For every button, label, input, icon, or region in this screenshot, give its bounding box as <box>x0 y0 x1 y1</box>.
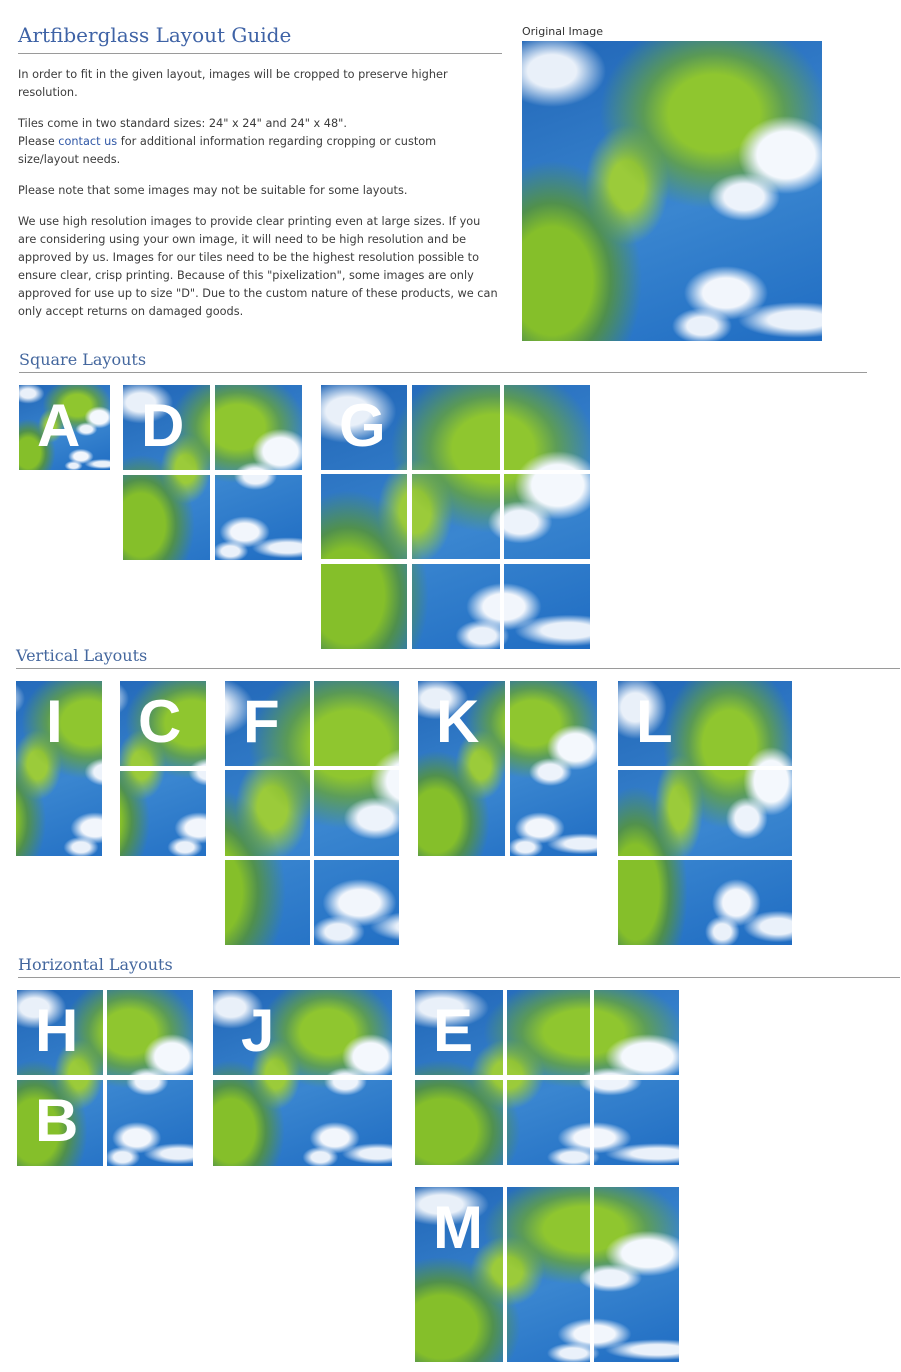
square-layouts-heading: Square Layouts <box>19 350 867 373</box>
layout-b-tile <box>107 1080 193 1166</box>
vertical-layouts-heading: Vertical Layouts <box>16 646 900 669</box>
intro-info-text: for additional information regarding cropping or custom size/layout needs. <box>18 135 437 166</box>
layout-k-label: K <box>436 688 480 755</box>
layout-j-label: J <box>241 997 275 1064</box>
layout-f-tile <box>314 770 399 856</box>
layout-d-tile <box>123 475 210 560</box>
layout-b-tile <box>17 1080 103 1166</box>
layout-l-tile <box>618 681 792 766</box>
layout-c-tile <box>120 771 206 856</box>
layout-d-tile <box>215 385 302 470</box>
layout-e-tile <box>507 990 590 1075</box>
layout-k-tile <box>418 681 505 856</box>
contact-us-link[interactable]: contact us <box>58 135 118 148</box>
layout-m-label: M <box>433 1194 483 1261</box>
layout-e-tile <box>415 1080 503 1165</box>
layout-m-tile <box>594 1187 679 1362</box>
intro-paragraph-2 <box>18 115 498 169</box>
layout-a-label: A <box>37 392 81 459</box>
layout-c-label: C <box>138 688 182 755</box>
layout-g-tile <box>412 474 500 559</box>
layout-e-tile <box>594 1080 679 1165</box>
layout-l-tile <box>618 860 792 945</box>
layout-a-tile <box>19 385 110 470</box>
layout-g-tile <box>504 474 590 559</box>
layout-d-tile <box>215 475 302 560</box>
layout-f-label: F <box>243 688 280 755</box>
layout-g-tile <box>412 564 500 649</box>
layout-h-tile <box>17 990 103 1075</box>
original-image-label: Original Image <box>522 25 603 38</box>
layout-d-label: D <box>141 392 185 459</box>
layout-e-tile <box>507 1080 590 1165</box>
layout-k-tile <box>510 681 597 856</box>
layout-j-tile <box>213 990 392 1075</box>
layout-c-tile <box>120 681 206 766</box>
intro-text <box>18 66 498 334</box>
layout-g-label: G <box>339 392 386 459</box>
layout-i-label: I <box>46 688 63 755</box>
layout-f-tile <box>314 681 399 766</box>
layout-h-tile <box>107 990 193 1075</box>
layout-g-tile <box>321 474 407 559</box>
layout-f-tile <box>314 860 399 945</box>
layout-l-label: L <box>636 688 673 755</box>
layout-e-tile <box>415 990 503 1075</box>
layout-j-tile <box>213 1080 392 1166</box>
page-title: Artfiberglass Layout Guide <box>18 22 502 54</box>
intro-paragraph-4: We use high resolution images to provide clear printing even at large sizes. If you are considering using your own image, it will need to be high resolution and be approved by us. Images for our tiles need to be the highest resolution possible to ensure clear, crisp printing. Because of this "pixelization", some images are only approved for use up to size "D". Due to the custom nature of these products, we can only accept returns on damaged goods. <box>18 215 498 318</box>
intro-paragraph-3: Please note that some images may not be suitable for some layouts. <box>18 184 408 197</box>
layout-g-tile <box>504 385 590 470</box>
layout-e-label: E <box>433 997 474 1064</box>
layout-m-tile <box>507 1187 590 1362</box>
layout-g-tile <box>321 385 407 470</box>
layout-g-tile <box>321 564 407 649</box>
layout-l-tile <box>618 770 792 856</box>
layout-i-tile <box>16 681 102 856</box>
horizontal-layouts-heading: Horizontal Layouts <box>18 955 900 978</box>
layout-d-tile <box>123 385 210 470</box>
layout-b-label: B <box>35 1087 79 1154</box>
intro-sizes-text: Tiles come in two standard sizes: 24" x 24" and 24" x 48". <box>18 117 347 130</box>
layout-f-tile <box>225 860 310 945</box>
layout-m-tile <box>415 1187 503 1362</box>
layout-h-label: H <box>35 997 79 1064</box>
layout-f-tile <box>225 770 310 856</box>
layout-g-tile <box>504 564 590 649</box>
layout-f-tile <box>225 681 310 766</box>
original-image <box>522 41 822 341</box>
intro-paragraph-1: In order to fit in the given layout, images will be cropped to preserve higher resolution. <box>18 68 448 99</box>
layout-e-tile <box>594 990 679 1075</box>
intro-please-text: Please <box>18 135 59 148</box>
layout-g-tile <box>412 385 500 470</box>
